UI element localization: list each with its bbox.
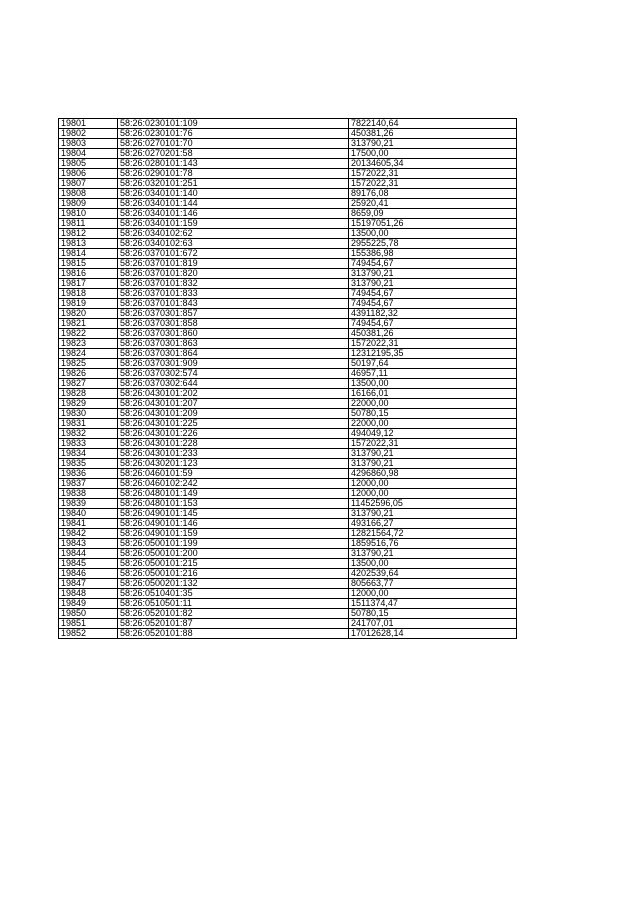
row-number-cell: 19810 — [59, 209, 118, 219]
value-cell: 241707,01 — [349, 619, 517, 629]
value-cell: 749454,67 — [349, 299, 517, 309]
cadastral-number-cell: 58:26:0430101:226 — [118, 429, 349, 439]
cadastral-number-cell: 58:26:0370301:863 — [118, 339, 349, 349]
cadastral-number-cell: 58:26:0320101:251 — [118, 179, 349, 189]
table-row — [59, 299, 517, 309]
row-number-cell: 19833 — [59, 439, 118, 449]
table-row — [59, 219, 517, 229]
table-row — [59, 399, 517, 409]
value-cell: 749454,67 — [349, 289, 517, 299]
value-cell: 25920,41 — [349, 199, 517, 209]
value-cell: 7822140,64 — [349, 119, 517, 129]
cadastral-number-cell: 58:26:0500101:200 — [118, 549, 349, 559]
row-number-cell: 19826 — [59, 369, 118, 379]
value-cell: 12000,00 — [349, 589, 517, 599]
cadastral-number-cell: 58:26:0510501:11 — [118, 599, 349, 609]
table-row — [59, 459, 517, 469]
table-row — [59, 269, 517, 279]
cadastral-number-cell: 58:26:0500101:199 — [118, 539, 349, 549]
table-row — [59, 319, 517, 329]
cadastral-number-cell: 58:26:0370101:833 — [118, 289, 349, 299]
cadastral-number-cell: 58:26:0460101:59 — [118, 469, 349, 479]
table-row — [59, 379, 517, 389]
cadastral-number-cell: 58:26:0340101:159 — [118, 219, 349, 229]
value-cell: 155386,98 — [349, 249, 517, 259]
cadastral-number-cell: 58:26:0430101:225 — [118, 419, 349, 429]
value-cell: 17500,00 — [349, 149, 517, 159]
table-row — [59, 129, 517, 139]
table-row — [59, 349, 517, 359]
row-number-cell: 19839 — [59, 499, 118, 509]
row-number-cell: 19840 — [59, 509, 118, 519]
table-row — [59, 119, 517, 129]
table-row — [59, 339, 517, 349]
cadastral-number-cell: 58:26:0370101:832 — [118, 279, 349, 289]
cadastral-number-cell: 58:26:0370301:857 — [118, 309, 349, 319]
value-cell: 4296860,98 — [349, 469, 517, 479]
table-row — [59, 499, 517, 509]
value-cell: 494049,12 — [349, 429, 517, 439]
cadastral-number-cell: 58:26:0370301:864 — [118, 349, 349, 359]
value-cell: 22000,00 — [349, 419, 517, 429]
table-row — [59, 329, 517, 339]
cadastral-number-cell: 58:26:0500101:215 — [118, 559, 349, 569]
row-number-cell: 19829 — [59, 399, 118, 409]
value-cell: 46957,11 — [349, 369, 517, 379]
table-row — [59, 179, 517, 189]
table-row — [59, 609, 517, 619]
row-number-cell: 19844 — [59, 549, 118, 559]
table-row — [59, 619, 517, 629]
table-row — [59, 279, 517, 289]
value-cell: 313790,21 — [349, 279, 517, 289]
table-row — [59, 589, 517, 599]
value-cell: 450381,26 — [349, 129, 517, 139]
row-number-cell: 19811 — [59, 219, 118, 229]
table-row — [59, 509, 517, 519]
value-cell: 313790,21 — [349, 449, 517, 459]
value-cell: 16166,01 — [349, 389, 517, 399]
table-row — [59, 189, 517, 199]
row-number-cell: 19804 — [59, 149, 118, 159]
value-cell: 13500,00 — [349, 229, 517, 239]
value-cell: 805663,77 — [349, 579, 517, 589]
cadastral-number-cell: 58:26:0230101:76 — [118, 129, 349, 139]
cadastral-number-cell: 58:26:0340102:63 — [118, 239, 349, 249]
cadastral-number-cell: 58:26:0510401:35 — [118, 589, 349, 599]
table-row — [59, 539, 517, 549]
value-cell: 1572022,31 — [349, 439, 517, 449]
value-cell: 1572022,31 — [349, 339, 517, 349]
value-cell: 11452596,05 — [349, 499, 517, 509]
cadastral-number-cell: 58:26:0370101:843 — [118, 299, 349, 309]
value-cell: 313790,21 — [349, 139, 517, 149]
table-row — [59, 229, 517, 239]
row-number-cell: 19816 — [59, 269, 118, 279]
table-row — [59, 579, 517, 589]
table-row — [59, 479, 517, 489]
table-row — [59, 169, 517, 179]
row-number-cell: 19847 — [59, 579, 118, 589]
row-number-cell: 19838 — [59, 489, 118, 499]
table-row — [59, 359, 517, 369]
cadastral-number-cell: 58:26:0370101:820 — [118, 269, 349, 279]
row-number-cell: 19821 — [59, 319, 118, 329]
cadastral-number-cell: 58:26:0430101:209 — [118, 409, 349, 419]
row-number-cell: 19852 — [59, 629, 118, 639]
row-number-cell: 19846 — [59, 569, 118, 579]
cadastral-number-cell: 58:26:0370101:672 — [118, 249, 349, 259]
value-cell: 12821564,72 — [349, 529, 517, 539]
row-number-cell: 19843 — [59, 539, 118, 549]
cadastral-number-cell: 58:26:0500201:132 — [118, 579, 349, 589]
row-number-cell: 19832 — [59, 429, 118, 439]
row-number-cell: 19813 — [59, 239, 118, 249]
cadastral-number-cell: 58:26:0340101:144 — [118, 199, 349, 209]
cadastral-number-cell: 58:26:0370301:909 — [118, 359, 349, 369]
row-number-cell: 19830 — [59, 409, 118, 419]
cadastral-number-cell: 58:26:0340101:146 — [118, 209, 349, 219]
row-number-cell: 19828 — [59, 389, 118, 399]
cadastral-number-cell: 58:26:0430201:123 — [118, 459, 349, 469]
cadastral-number-cell: 58:26:0370101:819 — [118, 259, 349, 269]
row-number-cell: 19820 — [59, 309, 118, 319]
table-row — [59, 369, 517, 379]
table-row — [59, 249, 517, 259]
value-cell: 450381,26 — [349, 329, 517, 339]
cadastral-number-cell: 58:26:0520101:88 — [118, 629, 349, 639]
table-row — [59, 449, 517, 459]
value-cell: 15197051,26 — [349, 219, 517, 229]
row-number-cell: 19831 — [59, 419, 118, 429]
value-cell: 50780,15 — [349, 409, 517, 419]
table-row — [59, 549, 517, 559]
value-cell: 17012628,14 — [349, 629, 517, 639]
row-number-cell: 19814 — [59, 249, 118, 259]
value-cell: 12000,00 — [349, 489, 517, 499]
row-number-cell: 19850 — [59, 609, 118, 619]
table-row — [59, 159, 517, 169]
cadastral-number-cell: 58:26:0430101:202 — [118, 389, 349, 399]
row-number-cell: 19851 — [59, 619, 118, 629]
row-number-cell: 19845 — [59, 559, 118, 569]
row-number-cell: 19802 — [59, 129, 118, 139]
row-number-cell: 19815 — [59, 259, 118, 269]
value-cell: 50780,15 — [349, 609, 517, 619]
cadastral-number-cell: 58:26:0430101:233 — [118, 449, 349, 459]
row-number-cell: 19841 — [59, 519, 118, 529]
row-number-cell: 19801 — [59, 119, 118, 129]
table-row — [59, 469, 517, 479]
value-cell: 20134605,34 — [349, 159, 517, 169]
row-number-cell: 19805 — [59, 159, 118, 169]
cadastral-number-cell: 58:26:0460102:242 — [118, 479, 349, 489]
value-cell: 89176,08 — [349, 189, 517, 199]
row-number-cell: 19823 — [59, 339, 118, 349]
cadastral-number-cell: 58:26:0480101:149 — [118, 489, 349, 499]
row-number-cell: 19807 — [59, 179, 118, 189]
table-row — [59, 199, 517, 209]
value-cell: 2955225,78 — [349, 239, 517, 249]
table-row — [59, 429, 517, 439]
value-cell: 22000,00 — [349, 399, 517, 409]
value-cell: 749454,67 — [349, 319, 517, 329]
cadastral-number-cell: 58:26:0430101:228 — [118, 439, 349, 449]
value-cell: 313790,21 — [349, 509, 517, 519]
table-row — [59, 389, 517, 399]
row-number-cell: 19849 — [59, 599, 118, 609]
value-cell: 4391182,32 — [349, 309, 517, 319]
row-number-cell: 19825 — [59, 359, 118, 369]
row-number-cell: 19819 — [59, 299, 118, 309]
row-number-cell: 19809 — [59, 199, 118, 209]
value-cell: 313790,21 — [349, 459, 517, 469]
value-cell: 493166,27 — [349, 519, 517, 529]
cadastral-number-cell: 58:26:0290101:78 — [118, 169, 349, 179]
value-cell: 1572022,31 — [349, 169, 517, 179]
table-row — [59, 559, 517, 569]
document-table-container — [58, 118, 516, 639]
row-number-cell: 19806 — [59, 169, 118, 179]
row-number-cell: 19803 — [59, 139, 118, 149]
cadastral-number-cell: 58:26:0430101:207 — [118, 399, 349, 409]
cadastral-number-cell: 58:26:0520101:87 — [118, 619, 349, 629]
row-number-cell: 19812 — [59, 229, 118, 239]
cadastral-number-cell: 58:26:0370302:644 — [118, 379, 349, 389]
cadastral-number-cell: 58:26:0370301:858 — [118, 319, 349, 329]
table-row — [59, 519, 517, 529]
cadastral-number-cell: 58:26:0270201:58 — [118, 149, 349, 159]
table-row — [59, 489, 517, 499]
table-row — [59, 419, 517, 429]
row-number-cell: 19835 — [59, 459, 118, 469]
value-cell: 313790,21 — [349, 549, 517, 559]
row-number-cell: 19824 — [59, 349, 118, 359]
cadastral-number-cell: 58:26:0500101:216 — [118, 569, 349, 579]
table-row — [59, 529, 517, 539]
table-row — [59, 599, 517, 609]
value-cell: 13500,00 — [349, 379, 517, 389]
cadastral-number-cell: 58:26:0490101:146 — [118, 519, 349, 529]
value-cell: 313790,21 — [349, 269, 517, 279]
table-row — [59, 209, 517, 219]
cadastral-number-cell: 58:26:0230101:109 — [118, 119, 349, 129]
row-number-cell: 19808 — [59, 189, 118, 199]
value-cell: 749454,67 — [349, 259, 517, 269]
table-row — [59, 259, 517, 269]
value-cell: 12000,00 — [349, 479, 517, 489]
row-number-cell: 19842 — [59, 529, 118, 539]
table-row — [59, 289, 517, 299]
cadastral-number-cell: 58:26:0280101:143 — [118, 159, 349, 169]
table-row — [59, 409, 517, 419]
cadastral-number-cell: 58:26:0490101:145 — [118, 509, 349, 519]
cadastral-number-cell: 58:26:0490101:159 — [118, 529, 349, 539]
row-number-cell: 19834 — [59, 449, 118, 459]
cadastral-value-table — [58, 118, 517, 639]
cadastral-number-cell: 58:26:0270101:70 — [118, 139, 349, 149]
value-cell: 1511374,47 — [349, 599, 517, 609]
row-number-cell: 19848 — [59, 589, 118, 599]
cadastral-number-cell: 58:26:0370302:574 — [118, 369, 349, 379]
value-cell: 1572022,31 — [349, 179, 517, 189]
table-row — [59, 439, 517, 449]
value-cell: 12312195,35 — [349, 349, 517, 359]
row-number-cell: 19837 — [59, 479, 118, 489]
value-cell: 8659,09 — [349, 209, 517, 219]
cadastral-number-cell: 58:26:0340102:62 — [118, 229, 349, 239]
value-cell: 4202539,64 — [349, 569, 517, 579]
value-cell: 1859516,76 — [349, 539, 517, 549]
cadastral-number-cell: 58:26:0480101:153 — [118, 499, 349, 509]
table-row — [59, 149, 517, 159]
table-body — [59, 119, 517, 639]
table-row — [59, 139, 517, 149]
value-cell: 50197,64 — [349, 359, 517, 369]
row-number-cell: 19817 — [59, 279, 118, 289]
row-number-cell: 19836 — [59, 469, 118, 479]
table-row — [59, 239, 517, 249]
row-number-cell: 19827 — [59, 379, 118, 389]
value-cell: 13500,00 — [349, 559, 517, 569]
cadastral-number-cell: 58:26:0520101:82 — [118, 609, 349, 619]
row-number-cell: 19822 — [59, 329, 118, 339]
table-row — [59, 569, 517, 579]
table-row — [59, 629, 517, 639]
cadastral-number-cell: 58:26:0340101:140 — [118, 189, 349, 199]
table-row — [59, 309, 517, 319]
cadastral-number-cell: 58:26:0370301:860 — [118, 329, 349, 339]
row-number-cell: 19818 — [59, 289, 118, 299]
